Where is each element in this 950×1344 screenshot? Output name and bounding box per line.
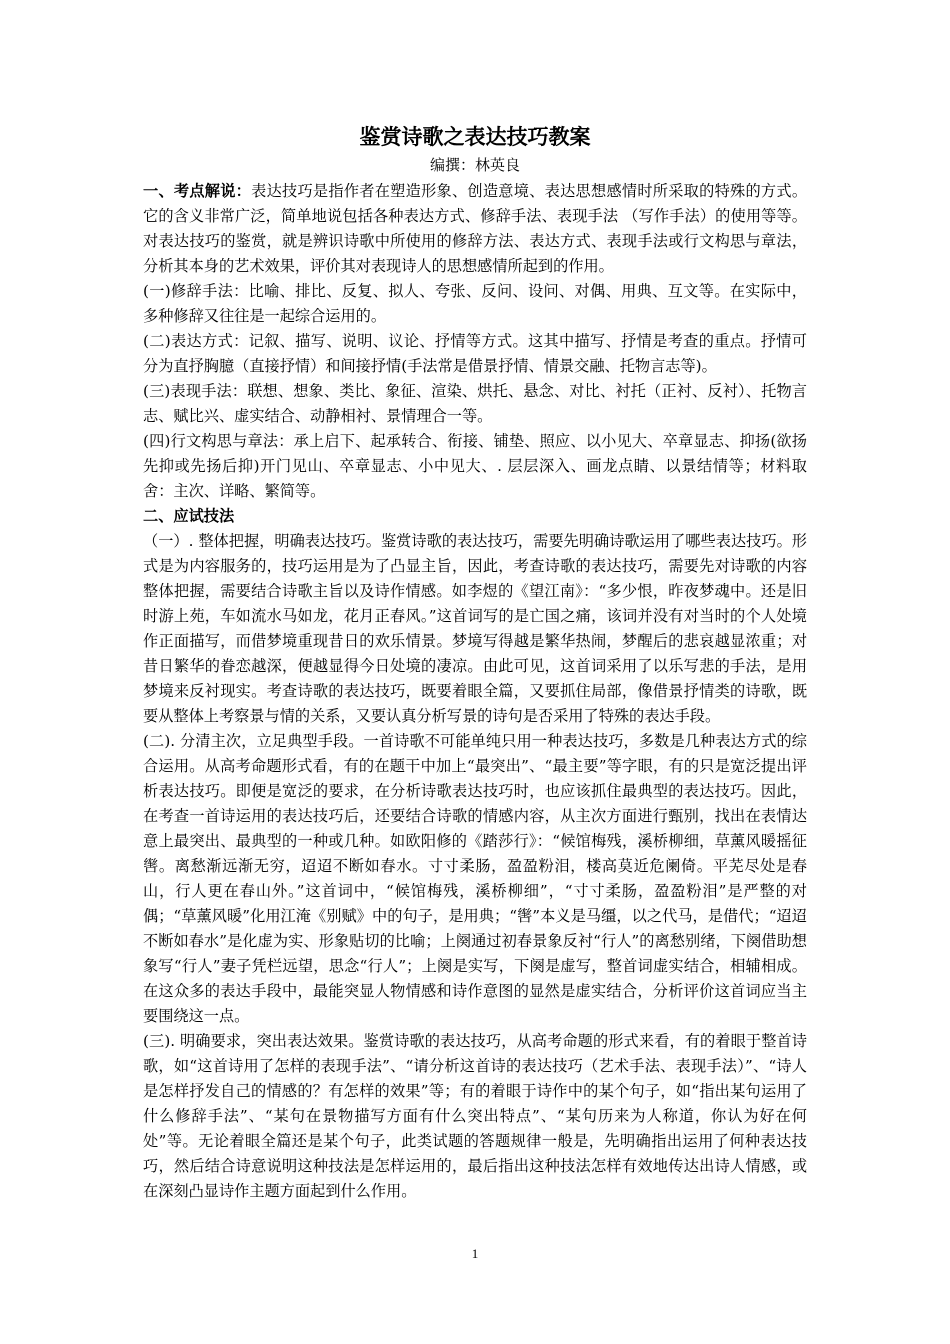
section1-item-expression: (二)表达方式：记叙、描写、说明、议论、抒情等方式。这其中描写、抒情是考查的重点。抒情可分为直抒胸臆（直接抒情）和间接抒情(手法常是借景抒情、情景交融、托物言志等)。 <box>143 332 807 375</box>
section1-intro-text: 表达技巧是指作者在塑造形象、创造意境、表达思想感情时所采取的特殊的方式。它的含义非常广泛，简单地说包括各种表达方式、修辞手法、表现手法 （写作手法）的使用等等。对表达技巧的鉴赏，就是辨识诗歌中所使用的修辞方法、表达方式、表现手法或行文构思与章法，分析其本身的艺术效果，评价其对表现诗人的思想感情所起到的作用。 <box>143 182 808 275</box>
section1-item-technique: (三)表现手法：联想、想象、类比、象征、渲染、烘托、悬念、对比、衬托（正衬、反衬）、托物言志、赋比兴、虚实结合、动静相衬、景情理合一等。 <box>143 382 807 425</box>
section1-item-structure: (四)行文构思与章法：承上启下、起承转合、衔接、铺垫、照应、以小见大、卒章显志、抑扬(欲扬先抑或先扬后抑)开门见山、卒章显志、小中见大、. 层层深入、画龙点睛、以景结情等；材料取舍：主次、详略、繁简等。 <box>143 432 807 500</box>
section2-paragraph-2: (二). 分清主次，立足典型手段。一首诗歌不可能单纯只用一种表达技巧，多数是几种表达方式的综合运用。从高考命题形式看，有的在题干中加上“最突出”、“最主要”等字眼，有的只是宽泛提出评析表达技巧。即便是宽泛的要求，在分析诗歌表达技巧时，也应该抓住最典型的表达技巧。因此，在考查一首诗运用的表达技巧后，还要结合诗歌的情感内容，从主次方面进行甄别，找出在表情达意上最突出、最典型的一种或几种。如欧阳修的《踏莎行》：“候馆梅残，溪桥柳细，草薰风暖摇征辔。离愁渐远渐无穷，迢迢不断如春水。寸寸柔肠，盈盈粉泪，楼高莫近危阑倚。平芜尽处是春山，行人更在春山外。”这首词中，“候馆梅残，溪桥柳细”，“寸寸柔肠，盈盈粉泪”是严整的对偶；“草薰风暖”化用江淹《别赋》中的句子，是用典；“辔”本义是马缰，以之代马，是借代；“迢迢不断如春水”是化虚为实、形象贴切的比喻；上阕通过初春景象反衬“行人”的离愁别绪，下阕借助想象写“行人”妻子凭栏远望，思念“行人”；上阕是实写，下阕是虚写，整首词虚实结合，相辅相成。在这众多的表达手段中，最能突显人物情感和诗作意图的显然是虚实结合，分析评价这首词应当主要围绕这一点。 <box>143 732 807 1025</box>
section2-heading: 二、应试技法 <box>143 507 235 525</box>
section2-paragraph-3: (三). 明确要求，突出表达效果。鉴赏诗歌的表达技巧，从高考命题的形式来看，有的着眼于整首诗歌，如“这首诗用了怎样的表现手法”、“请分析这首诗的表达技巧（艺术手法、表现手法）”、“诗人是怎样抒发自己的情感的？有怎样的效果”等；有的着眼于诗作中的某个句子，如“指出某句运用了什么修辞手法”、“某句在景物描写方面有什么突出特点”、“某句历来为人称道，你认为好在何处”等。无论着眼全篇还是某个句子，此类试题的答题规律一般是，先明确指出运用了何种表达技巧，然后结合诗意说明这种技法是怎样运用的，最后指出这种技法怎样有效地传达出诗人情感，或在深刻凸显诗作主题方面起到什么作用。 <box>143 1032 807 1200</box>
section1-intro-paragraph <box>143 179 807 279</box>
page-number: 1 <box>471 1246 479 1261</box>
document-body <box>143 122 807 1204</box>
section2-paragraph-1: （一）. 整体把握，明确表达技巧。鉴赏诗歌的表达技巧，需要先明确诗歌运用了哪些表达技巧。形式是为内容服务的，技巧运用是为了凸显主旨，因此，考查诗歌的表达技巧，需要先对诗歌的内容整体把握，需要结合诗歌主旨以及诗作情感。如李煜的《望江南》：“多少恨，昨夜梦魂中。还是旧时游上苑，车如流水马如龙，花月正春风。”这首词写的是亡国之痛，该词并没有对当时的个人处境作正面描写，而借梦境重现昔日的欢乐情景。梦境写得越是繁华热闹，梦醒后的悲哀越显浓重；对昔日繁华的眷恋越深，便越显得今日处境的凄凉。由此可见，这首词采用了以乐写悲的手法，是用梦境来反衬现实。考查诗歌的表达技巧，既要着眼全篇，又要抓住局部，像借景抒情类的诗歌，既要从整体上考察景与情的关系，又要认真分析写景的诗句是否采用了特殊的表达手段。 <box>143 532 807 725</box>
document-author: 编撰：林英良 <box>429 156 520 174</box>
document-title: 鉴赏诗歌之表达技巧教案 <box>359 125 591 149</box>
section1-heading: 一、考点解说： <box>143 182 252 200</box>
section1-item-rhetoric: (一)修辞手法：比喻、排比、反复、拟人、夸张、反问、设问、对偶、用典、互文等。在实际中，多种修辞又往往是一起综合运用的。 <box>143 282 807 325</box>
